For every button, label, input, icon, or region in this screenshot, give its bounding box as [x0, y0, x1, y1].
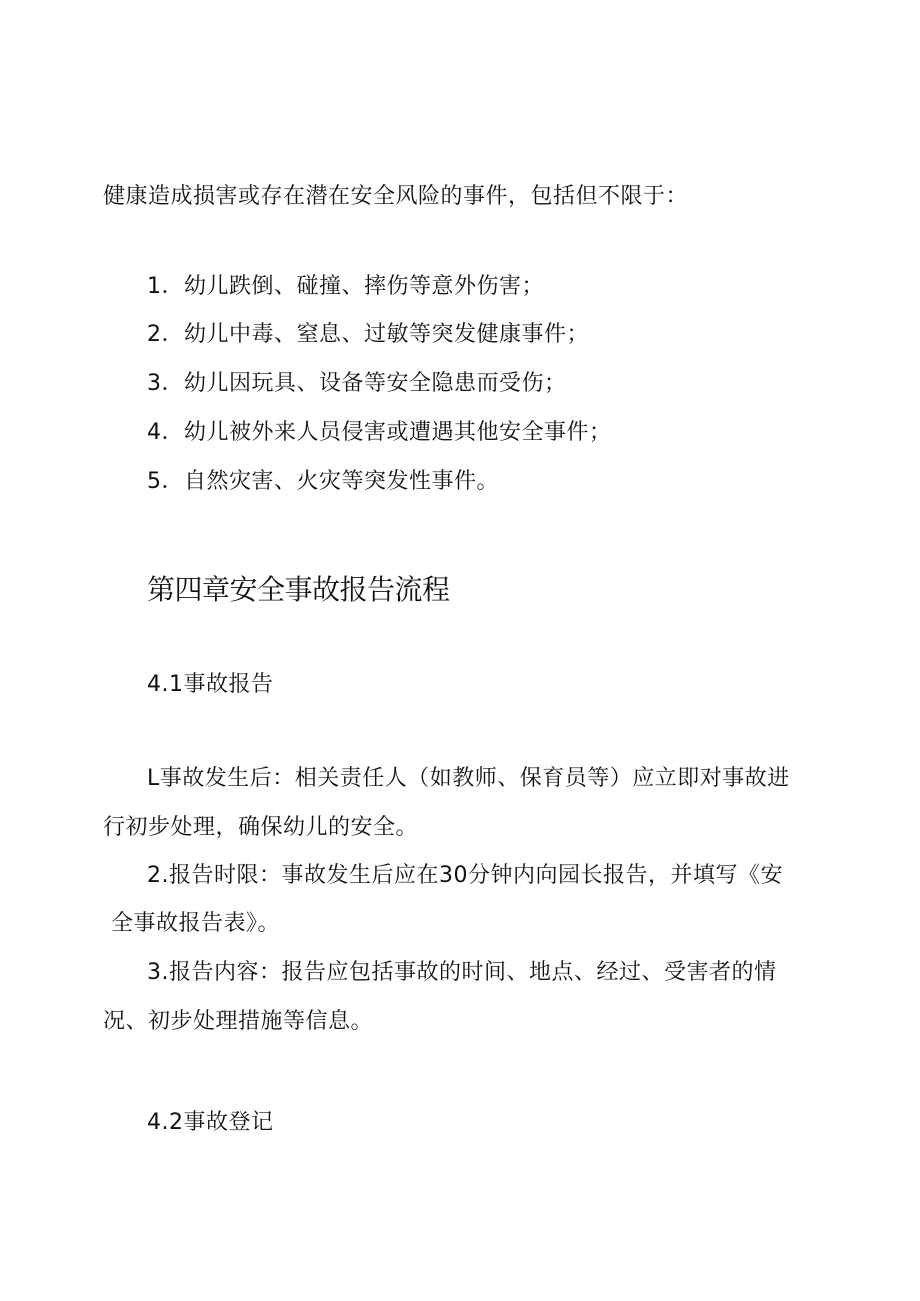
intro-text: 健康造成损害或存在潜在安全风险的事件，包括但不限于：: [103, 184, 689, 209]
paragraph-line: 全事故报告表》。: [111, 911, 281, 936]
paragraph-line: L事故发生后：相关责任人（如教师、保育员等）应立即对事故进: [147, 766, 790, 791]
paragraph-line: 行初步处理，确保幼儿的安全。: [103, 815, 419, 840]
paragraph-line: 况、初步处理措施等信息。: [103, 1009, 374, 1034]
chapter-title: 第四章安全事故报告流程: [147, 573, 450, 606]
list-item: 1．幼儿跌倒、碰撞、摔伤等意外伤害；: [147, 274, 544, 299]
list-item: 5．自然灾害、火灾等突发性事件。: [147, 469, 499, 494]
list-item: 4．幼儿被外来人员侵害或遭遇其他安全事件；: [147, 420, 612, 445]
section-title: 4.2事故登记: [147, 1110, 274, 1135]
list-item: 2．幼儿中毒、窒息、过敏等突发健康事件；: [147, 322, 589, 347]
paragraph-line: 2.报告时限：事故发生后应在30分钟内向园长报告，并填写《安: [147, 863, 783, 888]
list-item: 3．幼儿因玩具、设备等安全隐患而受伤；: [147, 371, 567, 396]
paragraph-line: 3.报告内容：报告应包括事故的时间、地点、经过、受害者的情: [147, 960, 777, 985]
section-title: 4.1事故报告: [147, 672, 274, 697]
